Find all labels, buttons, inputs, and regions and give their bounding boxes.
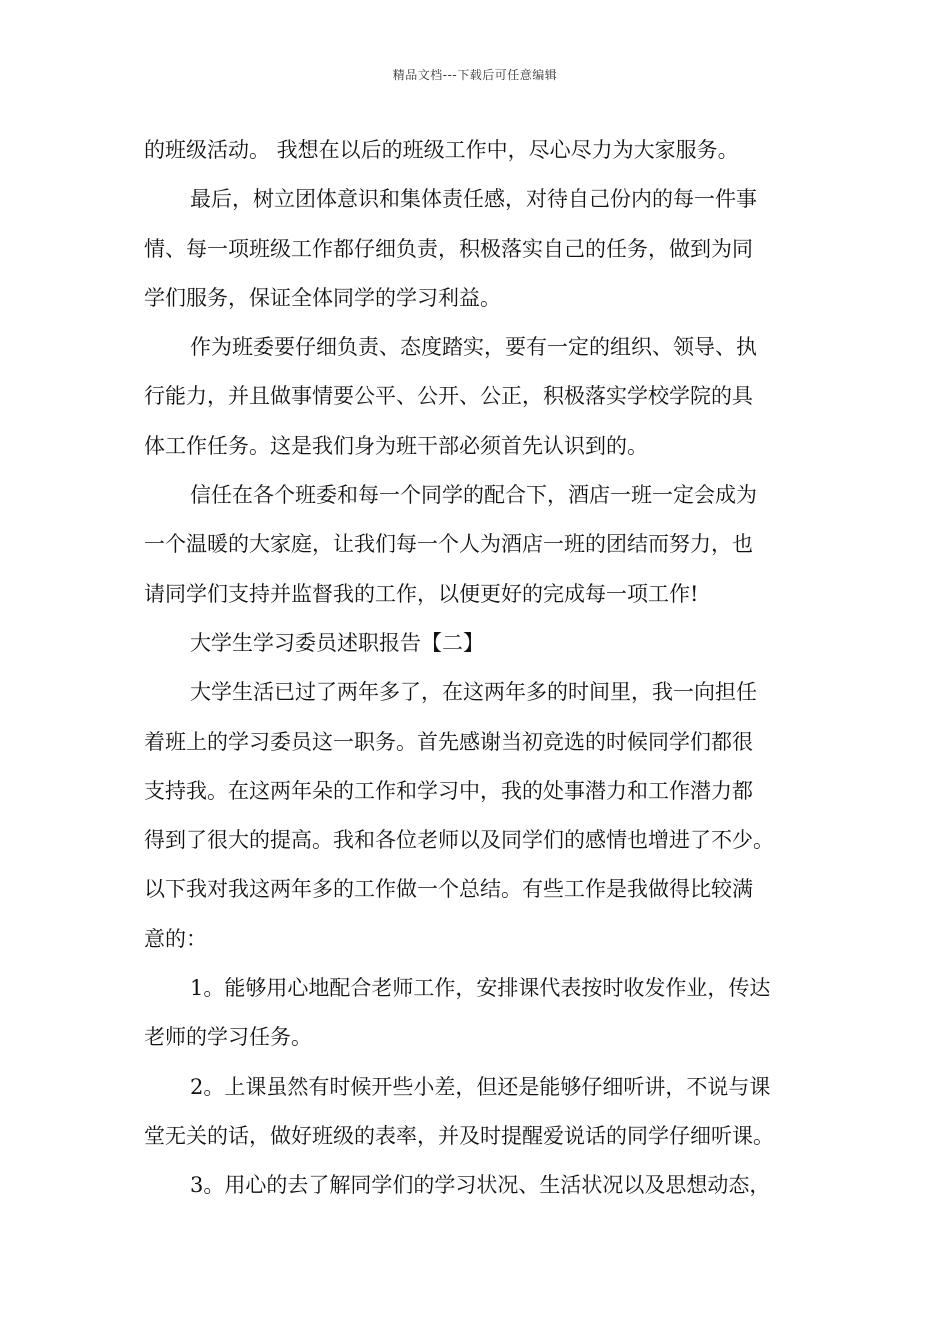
list-item: 1。能够用心地配合老师工作，安排课代表按时收发作业，传达 [190, 976, 771, 1001]
text-line: 老师的学习任务。 [144, 1025, 312, 1050]
section-title: 大学生学习委员述职报告【二】 [190, 630, 484, 655]
text-line: 得到了很大的提高。我和各位老师以及同学们的感情也增进了不少。 [144, 828, 774, 853]
text-line: 作为班委要仔细负责、态度踏实，要有一定的组织、领导、执 [190, 335, 757, 360]
text-line: 意的： [144, 926, 207, 951]
text-line: 请同学们支持并监督我的工作，以便更好的完成每一项工作! [144, 581, 699, 606]
text-line: 情、每一项班级工作都仔细负责，积极落实自己的任务，做到为同 [144, 236, 753, 261]
text-line: 支持我。在这两年朵的工作和学习中，我的处事潜力和工作潜力都 [144, 778, 753, 803]
text-line: 着班上的学习委员这一职务。首先感谢当初竞选的时候同学们都很 [144, 729, 753, 754]
list-item: 2。上课虽然有时候开些小差，但还是能够仔细听讲，不说与课 [190, 1074, 771, 1099]
text-line: 行能力，并且做事情要公平、公开、公正，积极落实学校学院的具 [144, 384, 753, 409]
text-line: 学们服务，保证全体同学的学习利益。 [144, 285, 501, 310]
text-line: 信任在各个班委和每一个同学的配合下，酒店一班一定会成为 [190, 483, 757, 508]
text-line: 堂无关的话，做好班级的表率，并及时提醒爱说话的同学仔细听课。 [144, 1123, 774, 1148]
list-item: 3。用心的去了解同学们的学习状况、生活状况以及思想动态， [190, 1173, 771, 1198]
text-line: 以下我对我这两年多的工作做一个总结。有些工作是我做得比较满 [144, 877, 753, 902]
document-body [144, 126, 812, 1211]
text-line: 大学生活已过了两年多了，在这两年多的时间里，我一向担任 [190, 680, 757, 705]
text-line: 最后，树立团体意识和集体责任感，对待自己份内的每一件事 [190, 187, 757, 212]
page-header: 精品文档---下载后可任意编辑 [392, 68, 558, 82]
text-line: 体工作任务。这是我们身为班干部必须首先认识到的。 [144, 433, 648, 458]
text-line: 的班级活动。 我想在以后的班级工作中，尽心尽力为大家服务。 [144, 138, 739, 162]
text-line: 一个温暖的大家庭，让我们每一个人为酒店一班的团结而努力，也 [144, 532, 753, 557]
